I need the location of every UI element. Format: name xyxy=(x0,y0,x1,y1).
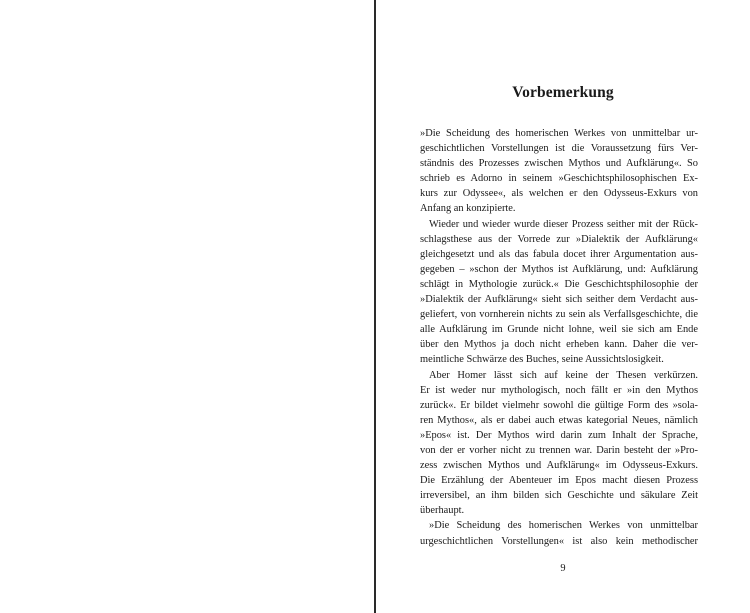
text-line: alle Aufklärung im Grunde nicht lohne, weil sie sich am Ende xyxy=(420,324,698,336)
text-line: »Die Scheidung des homerischen Werkes von unmittelbar xyxy=(429,520,698,532)
text-line: »Epos« ist. Der Mythos wird darin zum Inhalt der Sprache, xyxy=(420,429,698,441)
text-line: überhaupt. xyxy=(420,505,465,517)
text-line: geliefert, von vornherein nichts zu sein als Verfallsgeschichte, die xyxy=(420,309,698,321)
text-line: von der er vorher nicht zu trennen war. Darin besteht der »Pro- xyxy=(420,444,698,456)
text-line: schlägt in Mythologie zurück.« Die Geschichtsphilosophie der xyxy=(420,278,698,290)
text-line: »Die Scheidung des homerischen Werkes von unmittelbar ur- xyxy=(420,128,698,139)
text-line: zurück«. Er bildet vielmehr sowohl die gültige Form des »sola- xyxy=(420,399,698,411)
chapter-title: Vorbemerkung xyxy=(512,84,614,101)
text-line: gleichgesetzt und als das fabula docet ihrer Argumentation aus- xyxy=(420,248,698,260)
text-line: schrieb es Adorno in seinem »Geschichtsphilosophischen Ex- xyxy=(420,173,698,185)
text-line: urgeschichtlichen Vorstellungen« ist also kein methodischer xyxy=(420,535,698,547)
text-line: kurs zur Odyssee«, als welchen er den Odysseus-Exkurs von xyxy=(420,188,698,200)
text-line: Anfang an konzipierte. xyxy=(420,203,516,215)
text-line: zess zwischen Mythos und Aufklärung« im Odysseus-Exkurs. xyxy=(420,460,698,472)
text-line: Wieder und wieder wurde dieser Prozess seither mit der Rück- xyxy=(429,218,698,230)
text-line: über den Mythos ja doch nicht erheben kann. Daher die ver- xyxy=(420,339,698,351)
text-line: Die Erzählung der Abenteuer im Epos macht diesen Prozess xyxy=(420,475,698,487)
text-line: Er ist weder nur mythologisch, noch fällt er »in den Mythos xyxy=(420,384,698,396)
page-number: 9 xyxy=(560,563,566,574)
text-line: Aber Homer lässt sich auf keine der Thesen verkürzen. xyxy=(429,369,698,381)
text-line: irreversibel, an ihm bilden sich Geschichte und säkulare Zeit xyxy=(420,490,698,502)
text-line: geschichtlichen Vorstellungen ist die Voraussetzung fürs Ver- xyxy=(420,143,698,155)
text-line: schlagsthese aus der Vorrede zur »Dialektik der Aufklärung« xyxy=(420,233,698,245)
text-line: meintliche Schwärze des Buches, seine Aussichtslosigkeit. xyxy=(420,354,664,366)
text-line: ren Mythos«, als er dabei auch etwas kategorial Neues, nämlich xyxy=(420,414,698,426)
text-line: ständnis des Prozesses zwischen Mythos und Aufklärung«. So xyxy=(420,158,698,170)
text-line: »Dialektik der Aufklärung« sieht sich seither dem Verdacht aus- xyxy=(420,294,698,306)
right-page xyxy=(376,0,750,613)
body-text xyxy=(420,126,698,549)
left-page-blank xyxy=(0,0,374,613)
text-line: gegeben – »schon der Mythos ist Aufklärung, und: Aufklärung xyxy=(420,263,698,275)
